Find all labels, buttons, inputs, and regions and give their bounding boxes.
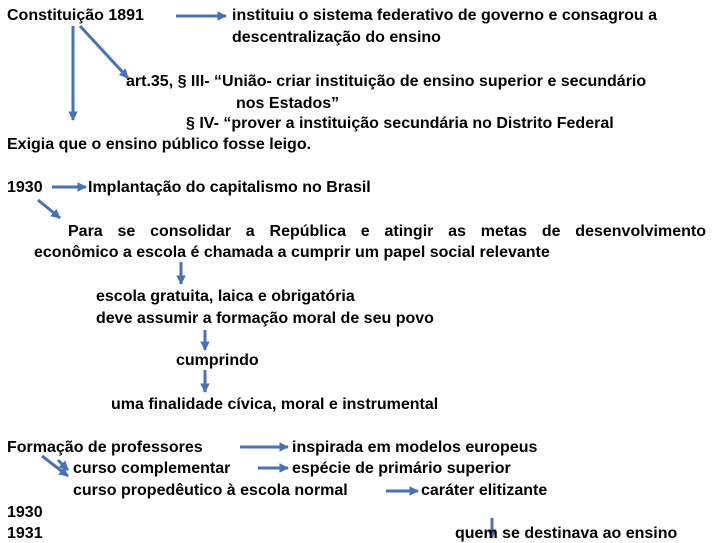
- quem-line: quem se destinava ao ensino: [455, 525, 678, 542]
- carater-line: caráter elitizante: [421, 482, 548, 499]
- constituicao-1891-label: Constituição 1891: [7, 7, 144, 24]
- year-1930-b-label: 1930: [7, 504, 43, 521]
- inspirada-line: inspirada em modelos europeus: [292, 439, 538, 456]
- escola-gratuita-line: escola gratuita, laica e obrigatória: [96, 288, 355, 305]
- arrow-1930-to-para: [38, 200, 60, 218]
- curso-complementar-line: curso complementar: [73, 460, 231, 477]
- formacao-moral-line: deve assumir a formação moral de seu povo: [96, 310, 434, 327]
- year-1930-label: 1930: [7, 179, 43, 196]
- curso-propedeutico-line: curso propedêutico à escola normal: [73, 482, 348, 499]
- para-line-2: econômico a escola é chamada a cumprir um papel social relevante: [34, 244, 550, 261]
- year-1931-label: 1931: [7, 525, 43, 542]
- instituiu-line-2: descentralização do ensino: [232, 29, 441, 46]
- instituiu-line-1: instituiu o sistema federativo de governo e consagrou a: [232, 7, 657, 24]
- implantacao-line: Implantação do capitalismo no Brasil: [88, 179, 371, 196]
- art35-line-3: § IV- “prover a instituição secundária no Distrito Federal: [186, 115, 614, 132]
- finalidade-line: uma finalidade cívica, moral e instrumental: [111, 396, 439, 413]
- arrow-1891-to-art35: [80, 26, 128, 78]
- formacao-professores-label: Formação de professores: [7, 439, 203, 456]
- exigia-line: Exigia que o ensino público fosse leigo.: [7, 136, 312, 153]
- para-line-1: Para se consolidar a República e atingir as metas de desenvolvimento: [68, 223, 706, 240]
- especie-line: espécie de primário superior: [292, 460, 511, 477]
- cumprindo-line: cumprindo: [176, 352, 259, 369]
- art35-line-2: nos Estados”: [236, 95, 340, 112]
- art35-line-1: art.35, § III- “União- criar instituição de ensino superior e secundário: [126, 73, 647, 90]
